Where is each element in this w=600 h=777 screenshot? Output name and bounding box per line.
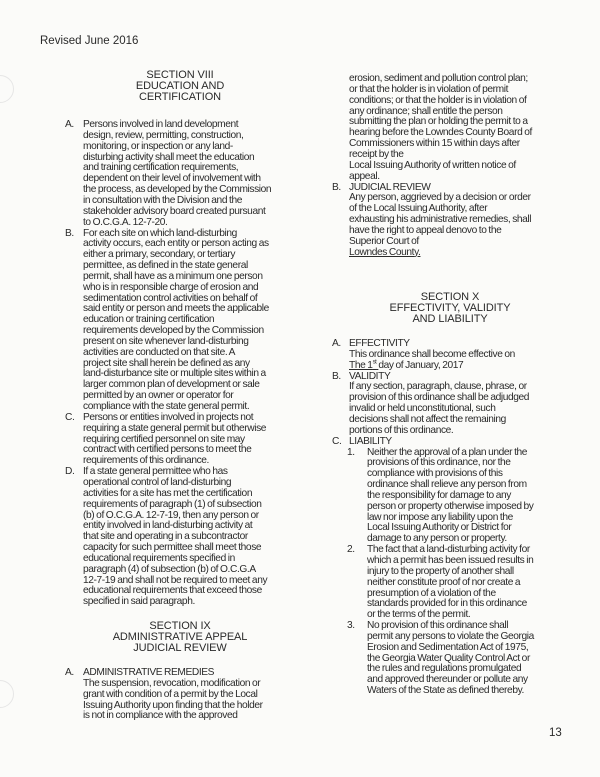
text-line: The 1st day of January, 2017 <box>349 359 464 371</box>
heading-line: EFFECTIVITY, VALIDITY <box>389 302 511 314</box>
item-label: C. <box>65 411 75 423</box>
text-line: specified in said paragraph. <box>83 596 195 608</box>
text-line: If a state general permittee who has <box>83 466 228 478</box>
text-line: JUDICIAL REVIEW <box>349 181 431 193</box>
text-line: requiring certified personnel on site may <box>83 433 245 445</box>
text-line: requirements of this ordinance. <box>83 455 209 467</box>
text-line: This ordinance shall become effective on <box>349 348 515 360</box>
text-line: present on site whenever land-disturbing <box>83 335 249 347</box>
text-line: Commissioners within 15 within days after <box>349 138 520 150</box>
text-line: erosion, sediment and pollution control plan; <box>349 73 528 84</box>
text-line: which a permit has been issued results in <box>367 554 534 566</box>
text-line: education or training certification <box>83 314 215 326</box>
text-line: requiring a state general permit but otherwise <box>83 422 267 434</box>
heading-line: SECTION X <box>420 291 480 303</box>
item-label: 1. <box>347 446 355 458</box>
text-line: ordinance shall relieve any person from <box>367 479 527 491</box>
text-line: law nor impose any liability upon the <box>367 511 513 523</box>
text-line: Persons or entities involved in projects not <box>83 411 254 423</box>
text-line: VALIDITY <box>349 370 391 382</box>
text-line: requirements of paragraph (1) of subsection <box>83 498 262 510</box>
text-line: entity involved in land-disturbing activity at <box>83 520 253 532</box>
text-line: person or property otherwise imposed by <box>367 500 534 512</box>
text-line: Waters of the State as defined thereby. <box>367 685 524 697</box>
text-line: Issuing Authority upon finding that the holder <box>83 699 263 711</box>
text-line: If any section, paragraph, clause, phrase, or <box>349 381 527 393</box>
text-line: exhausting his administrative remedies, shall <box>349 214 532 226</box>
text-line: larger common plan of development or sale <box>83 379 260 391</box>
text-line: have the right to appeal denovo to the <box>349 224 502 236</box>
text-line: the Georgia Water Quality Control Act or <box>367 652 530 664</box>
text-line: appeal. <box>349 170 380 182</box>
text-line: paragraph (4) of subsection (b) of O.C.G.A <box>83 563 256 575</box>
text-line: conditions; or that the holder is in violation of <box>349 94 527 106</box>
text-line: sedimentation control activities on behalf of <box>83 292 258 304</box>
text-line: is not in compliance with the approved <box>83 710 238 722</box>
text-line: receipt by the <box>349 148 404 160</box>
text-line: activities for a site has met the certification <box>83 487 253 499</box>
text-line: Lowndes County. <box>349 246 421 258</box>
text-line: project site shall herein be defined as any <box>83 357 250 369</box>
item-label: D. <box>65 466 75 478</box>
text-line: dependent on their level of involvement with <box>83 173 261 185</box>
text-line: EFFECTIVITY <box>349 338 410 349</box>
item-label: 3. <box>347 620 355 632</box>
text-line: permitted by an owner or operator for <box>83 390 234 402</box>
page-number: 13 <box>549 727 562 739</box>
text-line: provision of this ordinance shall be adjudged <box>349 392 530 404</box>
text-line: who is in responsible charge of erosion and <box>83 281 259 293</box>
text-line: disturbing activity shall meet the education <box>83 151 255 163</box>
text-line: any ordinance; shall entitle the person <box>349 105 503 117</box>
item-label: B. <box>332 370 341 382</box>
text-line: capacity for such permittee shall meet those <box>83 542 262 554</box>
text-line: educational requirements specified in <box>83 552 235 564</box>
text-line: For each site on which land-disturbing <box>83 227 237 239</box>
text-line: educational requirements that exceed those <box>83 585 262 597</box>
text-line: The suspension, revocation, modification or <box>83 677 261 689</box>
text-line: Neither the approval of a plan under the <box>367 446 528 458</box>
text-line: The fact that a land-disturbing activity for <box>367 544 530 556</box>
text-line: of the Local Issuing Authority, after <box>349 203 488 215</box>
text-line: injury to the property of another shall <box>367 565 514 577</box>
text-line: and training certification requirements, <box>83 162 239 174</box>
text-line: Erosion and Sedimentation Act of 1975, <box>367 641 529 653</box>
text-line: No provision of this ordinance shall <box>367 620 509 632</box>
item-label: B. <box>332 181 341 193</box>
item-label: A. <box>332 338 341 349</box>
section-heading <box>350 292 550 325</box>
text-line: presumption of a violation of the <box>367 587 496 599</box>
text-line: permittee, as defined in the state general <box>83 260 248 272</box>
section-heading <box>90 70 270 103</box>
text-line: compliance with the state general permit. <box>83 401 250 412</box>
heading-line: EDUCATION AND <box>135 80 225 92</box>
text-line: activity occurs, each entity or person acting as <box>83 238 269 250</box>
text-line: grant with condition of a permit by the Local <box>83 688 258 700</box>
heading-line: SECTION VIII <box>146 69 214 81</box>
text-line: contract with certified persons to meet the <box>83 444 252 456</box>
text-line: decisions shall not affect the remaining <box>349 413 506 425</box>
heading-line: AND LIABILITY <box>412 313 488 325</box>
text-line: land-disturbance site or multiple sites within a <box>83 368 266 380</box>
text-line: damage to any person or property. <box>367 533 507 545</box>
text-line: submitting the plan or holding the permit to a <box>349 116 528 128</box>
text-line: operational control of land-disturbing <box>83 477 232 489</box>
text-line: said entity or person and meets the applicable <box>83 303 269 315</box>
text-line: permit, shall have as a minimum one person <box>83 270 263 282</box>
section-heading <box>90 621 270 654</box>
text-line: or that the holder is in violation of permit <box>349 83 509 95</box>
revision-note: Revised June 2016 <box>40 35 139 47</box>
text-line: monitoring, or inspection or any land- <box>83 140 233 152</box>
text-line: to O.C.G.A. 12-7-20. <box>83 216 168 228</box>
text-line: the rules and regulations promulgated <box>367 663 522 675</box>
heading-line: CERTIFICATION <box>138 91 222 103</box>
text-line: LIABILITY <box>349 435 392 447</box>
item-label: A. <box>65 667 74 678</box>
item-label: 2. <box>347 544 355 556</box>
item-label: C. <box>332 435 342 447</box>
text-line: Local Issuing Authority or District for <box>367 522 512 534</box>
heading-line: SECTION IX <box>149 620 211 632</box>
text-line: in consultation with the Division and the <box>83 194 242 206</box>
text-line: Local Issuing Authority of written notice of <box>349 159 516 171</box>
item-label: B. <box>65 227 74 239</box>
text-line: Superior Court of <box>349 235 419 247</box>
text-line: portions of this ordinance. <box>349 424 454 436</box>
text-line: Persons involved in land development <box>83 119 239 130</box>
text-line: activities are conducted on that site. A <box>83 346 236 358</box>
text-line: compliance with provisions of this <box>367 468 503 480</box>
text-line: requirements developed by the Commission <box>83 325 264 337</box>
text-line: the responsibility for damage to any <box>367 489 511 501</box>
punch-hole-mark <box>0 680 14 708</box>
text-line: 12-7-19 and shall not be required to meet any <box>83 574 268 586</box>
text-line: or the terms of the permit. <box>367 609 471 621</box>
item-label: A. <box>65 119 74 130</box>
text-line: Any person, aggrieved by a decision or order <box>349 192 531 204</box>
heading-line: ADMINISTRATIVE APPEAL <box>112 631 248 643</box>
text-line: permit any persons to violate the Georgia <box>367 630 534 642</box>
text-line: neither constitute proof of nor create a <box>367 576 521 588</box>
text-line: that site and operating in a subcontractor <box>83 531 248 543</box>
text-line: stakeholder advisory board created pursuant <box>83 205 266 217</box>
text-line: invalid or held unconstitutional, such <box>349 403 496 415</box>
text-line: standards provided for in this ordinance <box>367 598 527 610</box>
text-line: provisions of this ordinance, nor the <box>367 457 511 469</box>
text-line: and approved thereunder or pollute any <box>367 674 528 686</box>
text-line: hearing before the Lowndes County Board of <box>349 127 532 139</box>
text-line: the process, as developed by the Commission <box>83 184 272 196</box>
text-line: design, review, permitting, construction, <box>83 129 244 141</box>
text-line: (b) of O.C.G.A. 12-7-19, then any person or <box>83 509 259 521</box>
text-line: either a primary, secondary, or tertiary <box>83 249 236 261</box>
text-line: ADMINISTRATIVE REMEDIES <box>83 667 215 678</box>
heading-line: JUDICIAL REVIEW <box>133 642 227 654</box>
punch-hole-mark <box>0 75 14 103</box>
